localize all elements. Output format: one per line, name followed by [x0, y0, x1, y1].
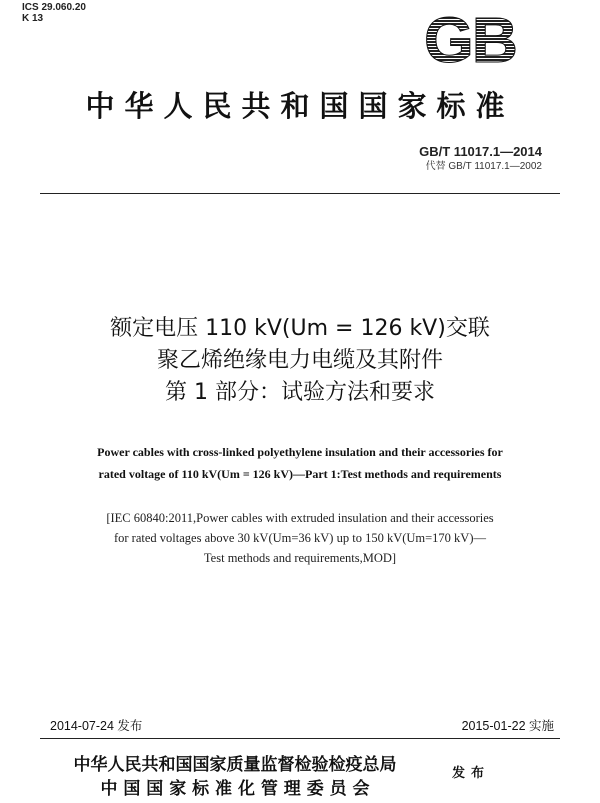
publish-label: 发布	[452, 766, 491, 781]
standard-number: GB/T 11017.1—2014	[419, 144, 542, 159]
iec-reference-line-2: for rated voltages above 30 kV(Um=36 kV) up to 150 kV(Um=170 kV)—	[113, 531, 486, 545]
issuer-line-1: 中华人民共和国国家质量监督检验检疫总局	[73, 755, 397, 775]
cn-title-line-3: 第 1 部分：试验方法和要求	[165, 380, 435, 405]
release-date: 2014-07-24 发布	[50, 719, 143, 733]
issuer-line-2: 中 国 国 家 标 准 化 管 理 委 员 会	[100, 779, 370, 799]
cn-title-line-1-text: 额定电压 110 kV(Um = 126 kV)交联	[110, 316, 490, 341]
replaces-standard: 代替 GB/T 11017.1—2002	[425, 161, 542, 172]
en-title-line-2: rated voltage of 110 kV(Um = 126 kV)—Part 1:Test methods and requirements	[98, 467, 502, 481]
cn-title-line-1	[0, 314, 600, 343]
top-divider	[40, 193, 560, 194]
ics-code: ICS 29.060.20	[22, 2, 86, 13]
en-title-line-1: Power cables with cross-linked polyethylene insulation and their accessories for	[97, 445, 503, 459]
gb-logo-text: GB	[424, 8, 516, 68]
iec-reference-line-3: Test methods and requirements,MOD]	[203, 551, 397, 565]
ccs-code: K 13	[22, 13, 44, 24]
classification-codes	[22, 2, 86, 24]
iec-reference-line-1: [IEC 60840:2011,Power cables with extruded insulation and their accessories	[106, 511, 494, 525]
cn-title-line-2: 聚乙烯绝缘电力电缆及其附件	[156, 348, 443, 373]
bottom-divider	[40, 738, 560, 739]
national-standard-title: 中华人民共和国国家标准	[85, 89, 515, 123]
implement-date: 2015-01-22 实施	[461, 719, 554, 733]
gb-logo	[410, 8, 530, 68]
